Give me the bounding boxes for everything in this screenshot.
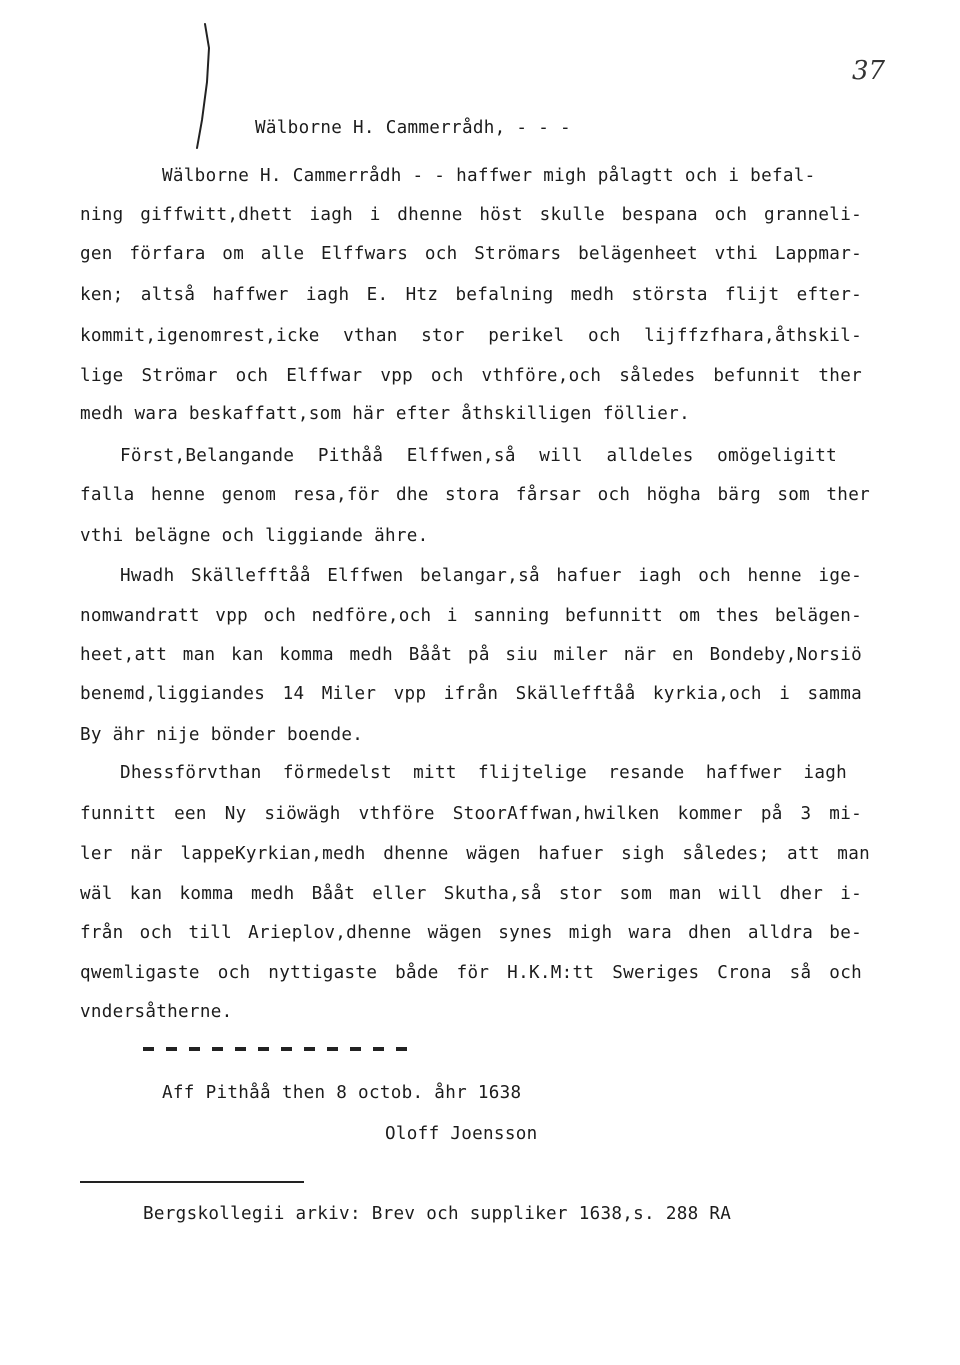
text-line: By ähr nije bönder boende.	[80, 725, 364, 745]
text-line: vthi belägne och liggiande ähre.	[80, 526, 429, 546]
text-line: kommit,igenomrest,icke vthan stor perikel och lijffzfhara,åthskil-	[80, 326, 862, 346]
footnote-rule	[80, 1181, 304, 1183]
text-line: Hwadh Skällefftåå Elffwen belangar,så hafuer iagh och henne ige-	[120, 566, 862, 586]
text-line: från och till Arieplov,dhenne wägen synes migh wara dhen alldra be-	[80, 923, 862, 943]
text-line: Först,Belangande Pithåå Elffwen,så will alldeles omögeligitt	[120, 446, 837, 466]
text-line: medh wara beskaffatt,som här efter åthskilligen föllier.	[80, 404, 690, 424]
source-citation: Bergskollegii arkiv: Brev och suppliker 1638,s. 288 RA	[143, 1204, 732, 1224]
text-line: ken; altså haffwer iagh E. Htz befalning medh största flijt efter-	[80, 285, 862, 305]
dash-separator	[143, 1047, 411, 1051]
text-line: wäl kan komma medh Bååt eller Skutha,så stor som man will dher i-	[80, 884, 862, 904]
text-line: ning giffwitt,dhett iagh i dhenne höst skulle bespana och granneli-	[80, 205, 862, 225]
text-line: benemd,liggiandes 14 Miler vpp ifrån Skällefftåå kyrkia,och i samma	[80, 684, 862, 704]
signature: Oloff Joensson	[385, 1124, 538, 1144]
text-line: lige Strömar och Elffwar vpp och vthföre,och således befunnit ther	[80, 366, 862, 386]
text-line: Wälborne H. Cammerrådh - - haffwer migh pålagtt och i befal-	[162, 166, 816, 186]
text-line: qwemligaste och nyttigaste både för H.K.M:tt Sweriges Crona så och	[80, 963, 862, 983]
text-line: Dhessförvthan förmedelst mitt flijtelige resande haffwer iagh	[120, 763, 847, 783]
text-line: ler när lappeKyrkian,medh dhenne wägen hafuer sigh således; att man	[80, 844, 870, 864]
page-number: 37	[852, 56, 886, 86]
place-date: Aff Pithåå then 8 octob. åhr 1638	[162, 1083, 522, 1103]
text-line: funnitt een Ny siöwägh vthföre StoorAffwan,hwilken kommer på 3 mi-	[80, 804, 862, 824]
text-line: heet,att man kan komma medh Bååt på siu miler när en Bondeby,Norsiö	[80, 645, 862, 665]
salutation: Wälborne H. Cammerrådh, - - -	[255, 118, 571, 138]
text-line: falla henne genom resa,för dhe stora fårsar och högha bärg som ther	[80, 485, 870, 505]
text-line: vndersåtherne.	[80, 1002, 233, 1022]
text-line: gen förfara om alle Elffwars och Strömars belägenheet vthi Lappmar-	[80, 244, 862, 264]
text-line: nomwandratt vpp och nedföre,och i sanning befunnitt om thes belägen-	[80, 606, 862, 626]
margin-pencil-mark	[178, 22, 218, 162]
